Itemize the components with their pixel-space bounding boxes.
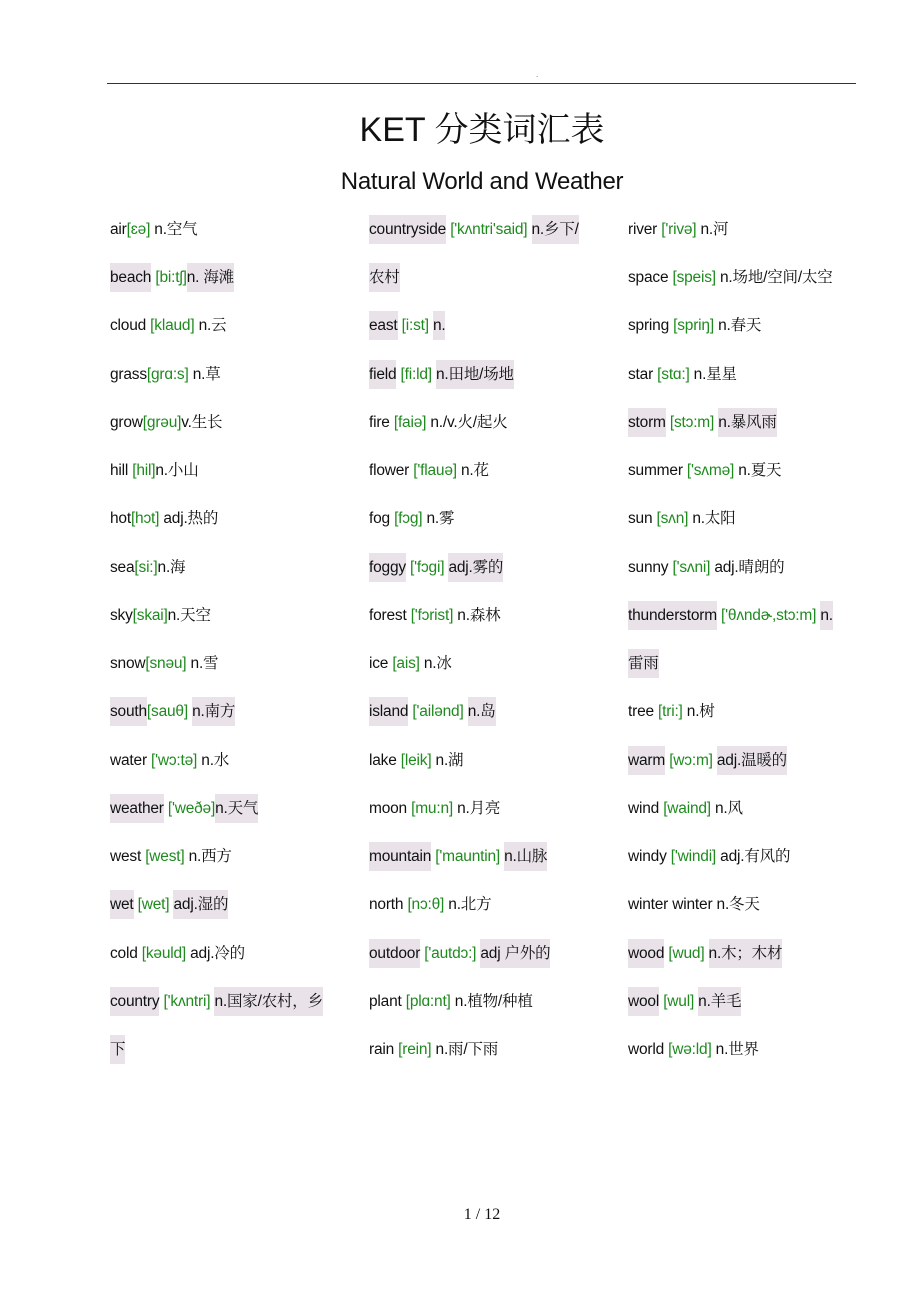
vocab-entry <box>369 544 579 592</box>
vocab-entry <box>369 688 579 736</box>
vocab-meaning: n.春天 <box>718 317 762 335</box>
vocab-column-1 <box>110 206 323 1074</box>
page-number: 1 / 12 <box>463 1206 501 1223</box>
vocab-word: foggy <box>369 553 406 582</box>
vocab-line <box>369 447 579 495</box>
vocab-word: ice <box>369 655 389 673</box>
vocab-word: warm <box>628 746 665 775</box>
vocab-phonetic: [hɔt] <box>130 510 160 528</box>
vocab-word: tree <box>628 703 654 721</box>
vocab-meaning: n.天气 <box>215 794 258 823</box>
vocab-word: mountain <box>369 842 431 871</box>
vocab-phonetic: [i:st] <box>401 317 429 335</box>
vocab-meaning: adj.湿的 <box>173 890 228 919</box>
vocab-entry <box>110 544 323 592</box>
vocab-word: plant <box>369 992 402 1010</box>
vocab-phonetic: ['ailənd] <box>412 703 464 721</box>
vocab-meaning: adj 户外的 <box>480 939 550 968</box>
vocab-meaning: n.星星 <box>693 365 737 383</box>
vocab-line <box>369 351 579 399</box>
vocab-entry <box>369 930 579 978</box>
vocab-meaning: n. <box>820 601 833 630</box>
vocab-meaning: n.南方 <box>192 697 235 726</box>
vocab-word: sun <box>628 510 653 528</box>
vocab-line <box>369 881 579 929</box>
vocab-meaning: n.花 <box>460 462 489 480</box>
vocab-phonetic: [skai] <box>132 606 168 624</box>
vocab-meaning: n.草 <box>192 365 221 383</box>
vocab-entry <box>110 254 323 302</box>
vocab-entry <box>110 640 323 688</box>
vocab-entry <box>110 785 323 833</box>
vocab-word: grow <box>110 413 143 431</box>
vocab-phonetic: [wə:ld] <box>668 1040 712 1058</box>
vocab-meaning: n.田地/场地 <box>436 360 514 389</box>
vocab-line <box>628 978 833 1026</box>
vocab-entry <box>628 302 833 350</box>
vocab-word: hot <box>110 510 131 528</box>
vocab-line <box>110 930 323 978</box>
vocab-word: cloud <box>110 317 147 335</box>
vocab-line <box>628 881 833 929</box>
vocab-word: outdoor <box>369 939 420 968</box>
vocab-meaning: n.雨/下雨 <box>435 1040 499 1058</box>
vocab-phonetic: [wud] <box>668 944 705 962</box>
vocab-line-continued <box>369 254 579 302</box>
vocab-line <box>110 399 323 447</box>
vocab-entry <box>628 544 833 592</box>
vocab-entry <box>369 833 579 881</box>
vocab-line <box>369 1026 579 1074</box>
vocab-line <box>628 737 833 785</box>
vocab-phonetic: [mu:n] <box>411 799 453 817</box>
vocab-word: cold <box>110 944 138 962</box>
vocab-meaning: v.生长 <box>181 413 223 431</box>
vocab-meaning: n.湖 <box>435 751 464 769</box>
vocab-entry <box>628 881 833 929</box>
vocab-word: star <box>628 365 654 383</box>
vocab-line <box>628 544 833 592</box>
vocab-meaning: n.雾 <box>426 510 455 528</box>
vocab-entry <box>369 785 579 833</box>
vocab-line <box>369 640 579 688</box>
vocab-word: countryside <box>369 215 446 244</box>
vocab-phonetic: ['kʌntri'said] <box>450 221 528 238</box>
vocab-meaning: n.海 <box>157 558 186 576</box>
vocab-meaning: n.西方 <box>188 848 232 866</box>
vocab-line <box>369 978 579 1026</box>
vocab-line <box>369 592 579 640</box>
vocab-phonetic: [spriŋ] <box>673 317 714 335</box>
vocab-line <box>110 302 323 350</box>
vocab-meaning: n.夏天 <box>738 462 782 480</box>
vocab-phonetic: [snəu] <box>145 655 187 673</box>
vocab-word: beach <box>110 263 151 292</box>
vocab-word: rain <box>369 1040 395 1058</box>
vocab-entry <box>369 206 579 302</box>
vocab-word: wet <box>110 890 134 919</box>
vocab-meaning: n. <box>433 311 446 340</box>
vocab-word: summer <box>628 462 683 480</box>
vocab-line <box>110 592 323 640</box>
vocab-phonetic: [tri:] <box>658 703 683 721</box>
vocab-entry <box>628 351 833 399</box>
vocab-phonetic: [rein] <box>398 1040 432 1058</box>
vocab-phonetic: ['sʌni] <box>672 558 711 576</box>
vocab-entry <box>110 399 323 447</box>
vocab-word: snow <box>110 655 146 673</box>
vocab-phonetic: [leik] <box>400 751 432 769</box>
vocab-meaning: n.北方 <box>448 896 492 914</box>
vocab-line-continued <box>628 640 833 688</box>
vocab-entry <box>369 881 579 929</box>
vocab-phonetic: ['flauə] <box>413 462 457 480</box>
vocab-line <box>369 302 579 350</box>
vocab-word: sea <box>110 558 135 576</box>
vocab-meaning: n.暴风雨 <box>718 408 776 437</box>
vocab-meaning-continued: 下 <box>110 1035 125 1064</box>
vocab-entry <box>110 737 323 785</box>
vocab-entry <box>110 495 323 543</box>
vocab-line <box>628 833 833 881</box>
vocab-line <box>110 833 323 881</box>
vocab-meaning: n.水 <box>201 751 230 769</box>
vocab-word: moon <box>369 799 407 817</box>
vocab-phonetic: ['fɔgi] <box>410 558 445 576</box>
vocab-word: west <box>110 848 142 866</box>
vocab-word: hill <box>110 462 129 480</box>
vocab-entry <box>628 206 833 254</box>
vocab-line <box>369 206 579 254</box>
vocab-phonetic: [si:] <box>134 558 158 576</box>
vocab-entry <box>628 978 833 1026</box>
vocab-phonetic: ['windi] <box>670 848 717 866</box>
vocab-phonetic: [bi:tʃ] <box>155 269 187 287</box>
vocab-meaning: n.空气 <box>154 221 198 238</box>
vocab-phonetic: ['mauntin] <box>435 848 500 866</box>
vocab-line <box>110 881 323 929</box>
vocab-line <box>369 833 579 881</box>
vocab-phonetic: [wɔ:m] <box>669 751 713 769</box>
vocab-phonetic: [west] <box>145 848 185 866</box>
vocab-entry <box>628 592 833 688</box>
vocab-line <box>110 254 323 302</box>
vocab-meaning: n.云 <box>198 317 227 335</box>
vocab-phonetic: [wet] <box>137 896 170 914</box>
vocab-phonetic: ['autdɔ:] <box>424 944 477 962</box>
vocab-meaning: n.山脉 <box>504 842 547 871</box>
vocab-phonetic: ['sʌmə] <box>686 462 735 480</box>
vocab-phonetic: [grɑ:s] <box>146 365 189 383</box>
vocab-entry <box>369 640 579 688</box>
vocab-meaning: n./v.火/起火 <box>430 413 508 431</box>
vocab-phonetic: ['rivə] <box>661 221 697 238</box>
vocab-meaning: adj.温暖的 <box>717 746 787 775</box>
vocab-entry <box>628 254 833 302</box>
vocab-phonetic: [hil] <box>132 462 156 480</box>
vocab-entry <box>628 1026 833 1074</box>
vocab-phonetic: [sauθ] <box>146 703 188 721</box>
vocab-entry <box>369 978 579 1026</box>
vocab-entry <box>369 592 579 640</box>
vocab-meaning: n.森林 <box>457 606 501 624</box>
vocab-word: space <box>628 269 669 287</box>
vocab-phonetic: [klaud] <box>150 317 195 335</box>
header-mark: . <box>536 70 539 79</box>
vocab-phonetic: [faiə] <box>393 413 427 431</box>
vocab-line <box>628 254 833 302</box>
header-rule <box>107 83 856 84</box>
vocab-phonetic: ['weðə] <box>167 799 216 817</box>
vocab-line <box>110 544 323 592</box>
vocab-entry <box>110 833 323 881</box>
vocab-entry <box>369 1026 579 1074</box>
vocab-phonetic: [grəu] <box>142 413 182 431</box>
vocab-meaning: n.冬天 <box>716 896 760 914</box>
vocab-meaning: n.树 <box>686 703 715 721</box>
vocab-line <box>110 737 323 785</box>
vocab-entry <box>369 495 579 543</box>
vocab-line <box>369 495 579 543</box>
vocab-meaning: n.岛 <box>468 697 496 726</box>
vocab-column-3 <box>628 206 833 1074</box>
vocab-entry <box>110 592 323 640</box>
vocab-word: field <box>369 360 396 389</box>
vocab-word: south <box>110 697 147 726</box>
vocab-entry <box>369 399 579 447</box>
vocab-entry <box>628 785 833 833</box>
vocab-entry <box>110 206 323 254</box>
vocab-meaning: adj.晴朗的 <box>714 558 785 576</box>
vocab-word: sky <box>110 606 133 624</box>
vocab-word: wood <box>628 939 664 968</box>
vocab-line <box>628 930 833 978</box>
vocab-line <box>110 206 323 254</box>
vocab-entry <box>110 302 323 350</box>
vocab-phonetic: [fɔg] <box>394 510 423 528</box>
vocab-word: air <box>110 221 127 238</box>
vocab-line <box>628 785 833 833</box>
vocab-line-continued <box>110 1026 323 1074</box>
vocab-meaning: n.雪 <box>190 655 219 673</box>
vocab-word: thunderstorm <box>628 601 717 630</box>
vocab-line <box>110 785 323 833</box>
vocab-meaning: n.木；木材 <box>709 939 783 968</box>
vocab-phonetic: [waind] <box>663 799 711 817</box>
vocab-entry <box>628 495 833 543</box>
vocab-phonetic: ['fɔrist] <box>410 606 454 624</box>
vocab-meaning: n.太阳 <box>692 510 736 528</box>
vocab-entry <box>628 447 833 495</box>
vocab-entry <box>110 881 323 929</box>
vocab-column-2 <box>369 206 579 1074</box>
vocab-phonetic: ['θʌndɚ,stɔ:m] <box>721 606 817 624</box>
vocab-meaning-continued: 农村 <box>369 263 400 292</box>
vocab-meaning-continued: 雷雨 <box>628 649 659 678</box>
vocab-phonetic: [wul] <box>663 992 695 1010</box>
vocab-meaning: n.乡下/ <box>532 215 579 244</box>
vocab-line <box>110 688 323 736</box>
vocab-phonetic: [fi:ld] <box>400 365 432 383</box>
vocab-meaning: n.冰 <box>423 655 452 673</box>
vocab-meaning: n.世界 <box>715 1040 759 1058</box>
vocab-entry <box>628 833 833 881</box>
vocab-entry <box>110 447 323 495</box>
vocab-word: lake <box>369 751 397 769</box>
vocab-entry <box>369 737 579 785</box>
vocab-entry <box>628 688 833 736</box>
vocab-line <box>628 1026 833 1074</box>
vocab-line <box>110 351 323 399</box>
vocab-word: winter <box>628 896 669 914</box>
vocab-word: water <box>110 751 147 769</box>
vocab-entry <box>110 978 323 1074</box>
page-title: KET 分类词汇表 <box>359 111 605 149</box>
vocab-meaning: n.植物/种植 <box>454 992 533 1010</box>
vocab-entry <box>628 737 833 785</box>
vocab-line <box>110 640 323 688</box>
vocab-meaning: n.风 <box>715 799 743 817</box>
vocab-entry <box>628 399 833 447</box>
vocab-word: wool <box>628 987 659 1016</box>
vocab-word: storm <box>628 408 666 437</box>
vocab-meaning: n.天空 <box>167 606 211 624</box>
vocab-meaning: adj.热的 <box>163 510 219 528</box>
vocab-entry <box>110 930 323 978</box>
vocab-meaning: n.国家/农村，乡 <box>214 987 322 1016</box>
vocab-entry <box>110 351 323 399</box>
vocab-meaning: adj.有风的 <box>720 848 791 866</box>
vocab-phonetic: [stɔ:m] <box>669 413 715 431</box>
vocab-word: wind <box>628 799 660 817</box>
vocab-phonetic: [ɛə] <box>126 221 151 238</box>
vocab-word: island <box>369 697 408 726</box>
vocab-word: country <box>110 987 159 1016</box>
vocab-line <box>628 399 833 447</box>
vocab-meaning: n.场地/空间/太空 <box>720 269 833 287</box>
vocab-line <box>628 351 833 399</box>
vocab-line <box>628 592 833 640</box>
vocab-line <box>369 785 579 833</box>
vocab-word: east <box>369 311 398 340</box>
vocab-line <box>110 978 323 1026</box>
vocab-entry <box>369 302 579 350</box>
vocab-line <box>369 930 579 978</box>
vocab-line <box>110 495 323 543</box>
vocab-word: forest <box>369 606 407 624</box>
vocab-phonetic: [stɑ:] <box>657 365 690 383</box>
vocab-entry <box>110 688 323 736</box>
vocab-meaning: adj.冷的 <box>190 944 245 962</box>
vocab-meaning: n. 海滩 <box>187 263 234 292</box>
vocab-phonetic: [kəuld] <box>141 944 187 962</box>
vocab-word: windy <box>628 848 667 866</box>
vocab-phonetic: [speis] <box>672 269 716 287</box>
vocab-phonetic: [sʌn] <box>656 510 689 528</box>
vocab-line <box>110 447 323 495</box>
vocab-word: grass <box>110 365 147 383</box>
vocab-word: fog <box>369 510 390 528</box>
vocab-entry <box>369 351 579 399</box>
vocab-entry <box>369 447 579 495</box>
vocab-line <box>628 688 833 736</box>
vocab-line <box>628 447 833 495</box>
vocab-phonetic: [ais] <box>392 655 420 673</box>
vocab-phonetic: winter <box>672 896 713 914</box>
vocab-word: flower <box>369 462 410 480</box>
vocab-line <box>628 206 833 254</box>
vocab-line <box>628 495 833 543</box>
vocab-entry <box>628 930 833 978</box>
vocab-phonetic: ['kʌntri] <box>163 992 211 1010</box>
vocab-word: river <box>628 221 658 238</box>
vocab-word: world <box>628 1040 665 1058</box>
vocab-line <box>369 399 579 447</box>
vocab-line <box>369 688 579 736</box>
vocab-meaning: n.小山 <box>155 462 199 480</box>
vocab-meaning: n.河 <box>700 221 729 238</box>
vocab-line <box>369 544 579 592</box>
vocab-line <box>369 737 579 785</box>
vocab-line <box>628 302 833 350</box>
vocab-meaning: adj.雾的 <box>448 553 503 582</box>
vocab-phonetic: [plɑ:nt] <box>405 992 451 1010</box>
vocab-word: spring <box>628 317 670 335</box>
vocab-word: sunny <box>628 558 669 576</box>
vocab-word: north <box>369 896 404 914</box>
vocab-word: fire <box>369 413 390 431</box>
vocab-phonetic: [nɔ:θ] <box>407 896 445 914</box>
section-title: Natural World and Weather <box>340 168 624 195</box>
vocab-meaning: n.羊毛 <box>698 987 741 1016</box>
vocab-word: weather <box>110 794 164 823</box>
vocab-phonetic: ['wɔ:tə] <box>151 751 198 769</box>
vocab-meaning: n.月亮 <box>457 799 501 817</box>
